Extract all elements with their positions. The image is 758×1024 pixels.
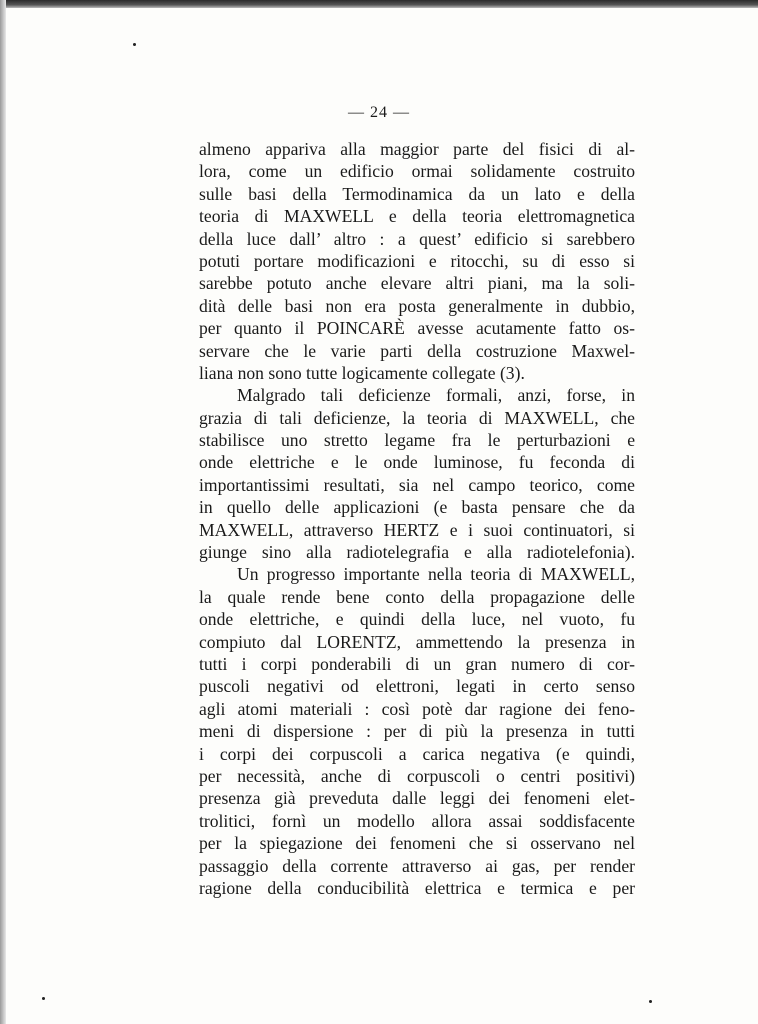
text-line: compiuto dal LORENTZ, ammettendo la presenza in bbox=[199, 631, 635, 652]
text-line: giunge sino alla radiotelegrafia e alla radiotelefonia). bbox=[199, 542, 635, 563]
scan-speck bbox=[649, 1000, 652, 1003]
text-line: la quale rende bene conto della propagazione delle bbox=[199, 586, 635, 607]
text-line: per necessità, anche di corpuscoli o centri positivi) bbox=[199, 765, 635, 786]
text-line: passaggio della corrente attraverso ai gas, per render bbox=[199, 855, 635, 876]
text-line: in quello delle applicazioni (e basta pensare che da bbox=[199, 497, 635, 518]
text-line: per quanto il POINCARÈ avesse acutamente fatto os- bbox=[199, 318, 635, 339]
text-line: onde elettriche, e quindi della luce, nel vuoto, fu bbox=[199, 609, 635, 630]
text-line: della luce dall’ altro : a quest’ edificio si sarebbero bbox=[199, 228, 635, 249]
text-line: meni di dispersione : per di più la presenza in tutti bbox=[199, 721, 635, 742]
text-line: tutti i corpi ponderabili di un gran numero di cor- bbox=[199, 653, 635, 674]
text-line: lora, come un edificio ormai solidamente costruito bbox=[199, 161, 635, 182]
text-line: onde elettriche e le onde luminose, fu feconda di bbox=[199, 452, 635, 473]
text-line: trolitici, fornì un modello allora assai soddisfacente bbox=[199, 810, 635, 831]
scan-left-edge bbox=[0, 0, 6, 1024]
text-line: ragione della conducibilità elettrica e termica e per bbox=[199, 877, 635, 898]
text-line: sulle basi della Termodinamica da un lato e della bbox=[199, 183, 635, 204]
text-line: importantissimi resultati, sia nel campo teorico, come bbox=[199, 474, 635, 495]
body-text bbox=[199, 138, 635, 899]
text-line: per la spiegazione dei fenomeni che si osservano nel bbox=[199, 833, 635, 854]
text-line: grazia di tali deficienze, la teoria di MAXWELL, che bbox=[199, 407, 635, 428]
scan-speck bbox=[133, 43, 136, 46]
scan-speck bbox=[42, 997, 45, 1000]
text-line: Un progresso importante nella teoria di MAXWELL, bbox=[237, 564, 635, 585]
scan-top-border bbox=[0, 0, 758, 8]
text-line: servare che le varie parti della costruzione Maxwel- bbox=[199, 340, 635, 361]
text-line: teoria di MAXWELL e della teoria elettromagnetica bbox=[199, 206, 635, 227]
text-line: MAXWELL, attraverso HERTZ e i suoi continuatori, si bbox=[199, 519, 635, 540]
text-line: puscoli negativi od elettroni, legati in certo senso bbox=[199, 676, 635, 697]
text-line: potuti portare modificazioni e ritocchi, su di esso si bbox=[199, 250, 635, 271]
text-line: almeno appariva alla maggior parte del fisici di al- bbox=[199, 139, 635, 159]
text-line: agli atomi materiali : così potè dar ragione dei feno- bbox=[199, 698, 635, 719]
text-line: dità delle basi non era posta generalmente in dubbio, bbox=[199, 295, 635, 316]
text-line: presenza già preveduta dalle leggi dei fenomeni elet- bbox=[199, 788, 635, 809]
text-line: liana non sono tutte logicamente collegate (3). bbox=[199, 362, 525, 383]
text-line: stabilisce uno stretto legame fra le perturbazioni e bbox=[199, 430, 635, 451]
text-line: i corpi dei corpuscoli a carica negativa (e quindi, bbox=[199, 743, 635, 764]
text-line: Malgrado tali deficienze formali, anzi, forse, in bbox=[237, 385, 635, 406]
text-line: sarebbe potuto anche elevare altri piani, ma la soli- bbox=[199, 273, 635, 294]
page-number: — 24 — bbox=[348, 104, 410, 121]
